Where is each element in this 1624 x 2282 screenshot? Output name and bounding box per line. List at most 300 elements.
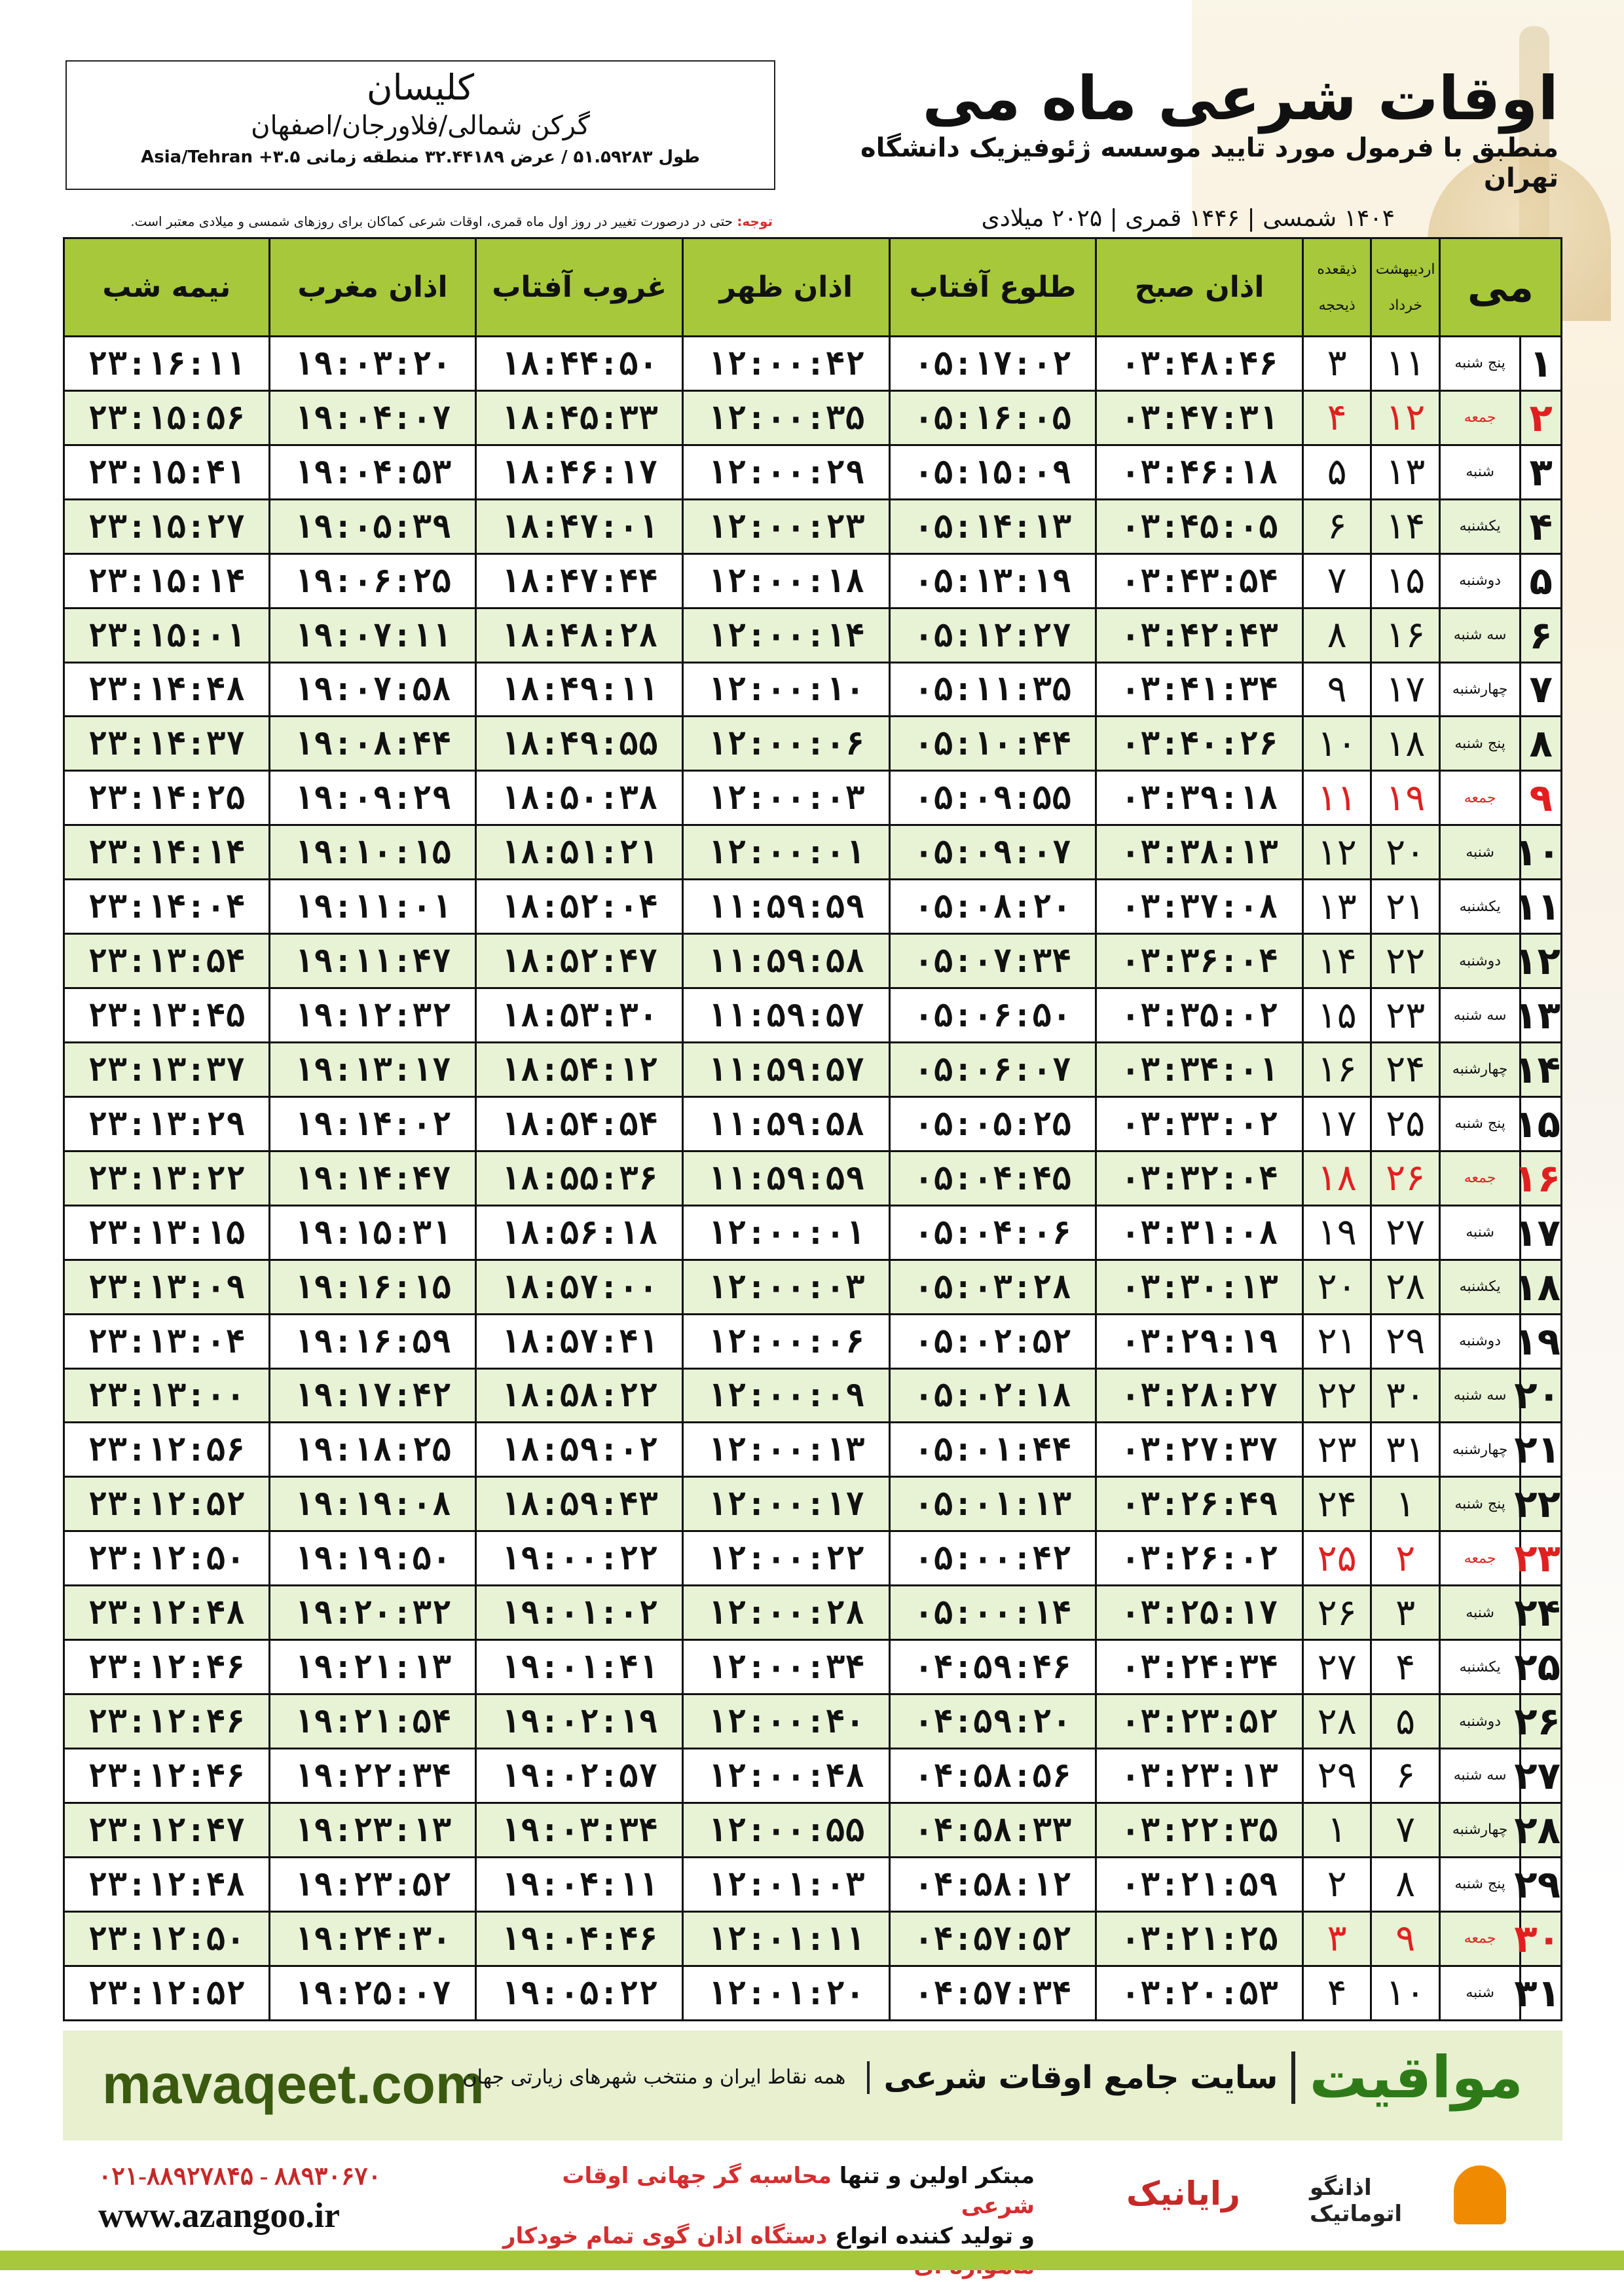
cell-sunrise: ۰۵:۰۲:۱۸ [889, 1368, 1096, 1423]
cell-hijri-day: ۱۱ [1302, 771, 1371, 825]
desc-line2-a: و تولید کننده انواع [827, 2222, 1035, 2249]
cell-shamsi-day: ۲ [1371, 1531, 1440, 1586]
cell-sunrise: ۰۵:۰۸:۲۰ [889, 880, 1096, 934]
table-row [64, 337, 1562, 391]
cell-fajr: ۰۳:۲۳:۵۲ [1096, 1694, 1303, 1749]
table-row [64, 880, 1562, 934]
cell-sunset: ۱۸:۵۶:۱۸ [476, 1205, 683, 1260]
cell-dhuhr: ۱۱:۵۹:۵۸ [682, 934, 889, 988]
table-row [64, 1423, 1562, 1477]
cell-hijri-day: ۲۴ [1302, 1477, 1371, 1531]
cell-fajr: ۰۳:۴۸:۴۶ [1096, 337, 1303, 391]
cell-midnight: ۲۳:۱۳:۴۵ [64, 988, 270, 1043]
cell-maghrib: ۱۹:۲۴:۳۰ [269, 1911, 476, 1966]
cell-maghrib: ۱۹:۰۴:۵۳ [269, 445, 476, 499]
table-row [64, 1966, 1562, 2020]
cell-day: ۱۹ [1521, 1314, 1562, 1368]
cell-midnight: ۲۳:۱۳:۳۷ [64, 1042, 270, 1096]
cell-midnight: ۲۳:۱۲:۵۰ [64, 1911, 270, 1966]
cell-weekday: جمعه [1439, 1531, 1520, 1586]
desc-line2-b: دستگاه اذان گوی تمام خودکار [502, 2222, 828, 2249]
cell-midnight: ۲۳:۱۴:۰۴ [64, 880, 270, 934]
cell-maghrib: ۱۹:۰۷:۵۸ [269, 662, 476, 717]
cell-hijri-day: ۵ [1302, 445, 1371, 499]
cell-day: ۱۵ [1521, 1096, 1562, 1151]
cell-day: ۲۷ [1521, 1748, 1562, 1803]
cell-shamsi-day: ۳۱ [1371, 1423, 1440, 1477]
notice-text: حتی در درصورت تغییر در روز اول ماه قمری، اوقات شرعی کماکان برای روزهای شمسی و میلادی معتبر است. [130, 214, 733, 229]
cell-fajr: ۰۳:۳۵:۰۲ [1096, 988, 1303, 1043]
cell-sunrise: ۰۵:۰۶:۵۰ [889, 988, 1096, 1043]
cell-hijri-day: ۲۹ [1302, 1748, 1371, 1803]
header-sunset: غروب آفتاب [476, 238, 683, 337]
cell-midnight: ۲۳:۱۴:۱۴ [64, 825, 270, 880]
cell-shamsi-day: ۳۰ [1371, 1368, 1440, 1423]
table-row [64, 771, 1562, 825]
cell-hijri-day: ۱۵ [1302, 988, 1371, 1043]
cell-sunset: ۱۸:۴۹:۱۱ [476, 662, 683, 717]
footer-banner [63, 2030, 1562, 2141]
cell-fajr: ۰۳:۴۵:۰۵ [1096, 499, 1303, 553]
cell-dhuhr: ۱۲:۰۰:۰۶ [682, 717, 889, 771]
cell-midnight: ۲۳:۱۲:۴۸ [64, 1857, 270, 1911]
table-row [64, 1205, 1562, 1260]
cell-day: ۱۲ [1521, 934, 1562, 988]
cell-dhuhr: ۱۲:۰۰:۱۴ [682, 608, 889, 662]
cell-day: ۲۹ [1521, 1857, 1562, 1911]
prayer-times-table [63, 237, 1562, 2021]
cell-day: ۸ [1521, 717, 1562, 771]
cell-fajr: ۰۳:۲۲:۳۵ [1096, 1803, 1303, 1857]
cell-maghrib: ۱۹:۲۲:۳۴ [269, 1748, 476, 1803]
cell-maghrib: ۱۹:۱۸:۲۵ [269, 1423, 476, 1477]
brand-block [463, 2044, 1523, 2111]
site-url-link[interactable]: mavaqeet.com [102, 2053, 485, 2115]
cell-sunset: ۱۸:۵۹:۴۳ [476, 1477, 683, 1531]
cell-midnight: ۲۳:۱۳:۱۵ [64, 1205, 270, 1260]
cell-sunrise: ۰۵:۰۴:۰۶ [889, 1205, 1096, 1260]
cell-sunrise: ۰۵:۱۰:۴۴ [889, 717, 1096, 771]
cell-hijri-day: ۱۸ [1302, 1151, 1371, 1205]
cell-sunset: ۱۹:۰۲:۱۹ [476, 1694, 683, 1749]
cell-day: ۲ [1521, 390, 1562, 445]
table-row [64, 1368, 1562, 1423]
cell-sunset: ۱۹:۰۳:۳۴ [476, 1803, 683, 1857]
notice [65, 214, 773, 229]
cell-fajr: ۰۳:۴۶:۱۸ [1096, 445, 1303, 499]
cell-day: ۲۸ [1521, 1803, 1562, 1857]
header-sunrise: طلوع آفتاب [889, 238, 1096, 337]
cell-hijri-day: ۱ [1302, 1803, 1371, 1857]
cell-midnight: ۲۳:۱۳:۰۹ [64, 1260, 270, 1314]
cell-sunrise: ۰۵:۰۶:۰۷ [889, 1042, 1096, 1096]
cell-weekday: چهارشنبه [1439, 1803, 1520, 1857]
cell-shamsi-day: ۲۲ [1371, 934, 1440, 988]
cell-shamsi-day: ۲۴ [1371, 1042, 1440, 1096]
cell-fajr: ۰۳:۳۹:۱۸ [1096, 771, 1303, 825]
cell-day: ۴ [1521, 499, 1562, 553]
brand-separator-small [867, 2061, 870, 2094]
cell-shamsi-day: ۴ [1371, 1640, 1440, 1694]
cell-weekday: پنج شنبه [1439, 1857, 1520, 1911]
cell-hijri-day: ۱۹ [1302, 1205, 1371, 1260]
cell-sunset: ۱۸:۵۵:۳۶ [476, 1151, 683, 1205]
cell-sunrise: ۰۵:۰۱:۴۴ [889, 1423, 1096, 1477]
cell-shamsi-day: ۲۹ [1371, 1314, 1440, 1368]
cell-sunset: ۱۸:۴۶:۱۷ [476, 445, 683, 499]
cell-shamsi-day: ۷ [1371, 1803, 1440, 1857]
cell-weekday: چهارشنبه [1439, 1423, 1520, 1477]
cell-day: ۲۰ [1521, 1368, 1562, 1423]
cell-hijri-day: ۱۳ [1302, 880, 1371, 934]
cell-midnight: ۲۳:۱۲:۵۲ [64, 1477, 270, 1531]
cell-hijri-day: ۷ [1302, 553, 1371, 608]
cell-fajr: ۰۳:۲۹:۱۹ [1096, 1314, 1303, 1368]
cell-hijri-day: ۸ [1302, 608, 1371, 662]
brand-separator [1291, 2051, 1295, 2104]
azangoo-logo [1310, 2165, 1506, 2231]
cell-sunset: ۱۸:۴۷:۴۴ [476, 553, 683, 608]
cell-sunset: ۱۹:۰۲:۵۷ [476, 1748, 683, 1803]
cell-day: ۱۸ [1521, 1260, 1562, 1314]
cell-fajr: ۰۳:۳۷:۰۸ [1096, 880, 1303, 934]
cell-day: ۵ [1521, 553, 1562, 608]
cell-maghrib: ۱۹:۱۹:۵۰ [269, 1531, 476, 1586]
cell-dhuhr: ۱۲:۰۰:۳۴ [682, 1640, 889, 1694]
bottom-bar [0, 2251, 1624, 2270]
cell-fajr: ۰۳:۳۰:۱۳ [1096, 1260, 1303, 1314]
cell-hijri-day: ۲۷ [1302, 1640, 1371, 1694]
cell-sunrise: ۰۵:۱۱:۳۵ [889, 662, 1096, 717]
table-row [64, 717, 1562, 771]
cell-shamsi-day: ۱۰ [1371, 1966, 1440, 2020]
table-row [64, 553, 1562, 608]
cell-midnight: ۲۳:۱۴:۴۸ [64, 662, 270, 717]
cell-midnight: ۲۳:۱۲:۵۲ [64, 1966, 270, 2020]
cell-maghrib: ۱۹:۲۵:۰۷ [269, 1966, 476, 2020]
cell-maghrib: ۱۹:۱۷:۴۲ [269, 1368, 476, 1423]
page-subtitle: منطبق با فرمول مورد تایید موسسه ژئوفیزیک دانشگاه تهران [860, 133, 1559, 194]
cell-midnight: ۲۳:۱۲:۵۰ [64, 1531, 270, 1586]
cell-sunset: ۱۸:۴۵:۳۳ [476, 390, 683, 445]
cell-dhuhr: ۱۱:۵۹:۵۸ [682, 1096, 889, 1151]
cell-maghrib: ۱۹:۰۷:۱۱ [269, 608, 476, 662]
cell-hijri-day: ۱۶ [1302, 1042, 1371, 1096]
cell-shamsi-day: ۸ [1371, 1857, 1440, 1911]
table-row [64, 1477, 1562, 1531]
city-alt-names: گرکن شمالی/فلاورجان/اصفهان [251, 111, 590, 141]
cell-fajr: ۰۳:۳۴:۰۱ [1096, 1042, 1303, 1096]
cell-sunrise: ۰۵:۰۰:۴۲ [889, 1531, 1096, 1586]
cell-hijri-day: ۲ [1302, 1857, 1371, 1911]
cell-dhuhr: ۱۱:۵۹:۵۷ [682, 1042, 889, 1096]
cell-hijri-day: ۱۲ [1302, 825, 1371, 880]
cell-day: ۲۵ [1521, 1640, 1562, 1694]
cell-weekday: جمعه [1439, 390, 1520, 445]
cell-sunset: ۱۸:۵۴:۵۴ [476, 1096, 683, 1151]
cell-sunset: ۱۹:۰۱:۴۱ [476, 1640, 683, 1694]
cell-sunset: ۱۸:۵۳:۳۰ [476, 988, 683, 1043]
cell-dhuhr: ۱۲:۰۱:۰۳ [682, 1857, 889, 1911]
cell-dhuhr: ۱۲:۰۰:۴۲ [682, 337, 889, 391]
cell-maghrib: ۱۹:۱۶:۵۹ [269, 1314, 476, 1368]
cell-weekday: پنج شنبه [1439, 1477, 1520, 1531]
cell-sunset: ۱۸:۵۲:۴۷ [476, 934, 683, 988]
brand-name: مواقیت [1309, 2044, 1523, 2111]
cell-weekday: پنج شنبه [1439, 337, 1520, 391]
cell-shamsi-day: ۱۹ [1371, 771, 1440, 825]
cell-dhuhr: ۱۲:۰۰:۱۷ [682, 1477, 889, 1531]
header-hijri [1302, 238, 1371, 337]
table-row [64, 1314, 1562, 1368]
cell-hijri-day: ۴ [1302, 1966, 1371, 2020]
cell-dhuhr: ۱۲:۰۰:۰۶ [682, 1314, 889, 1368]
table-row [64, 445, 1562, 499]
table-row [64, 499, 1562, 553]
table-row [64, 608, 1562, 662]
cell-fajr: ۰۳:۲۵:۱۷ [1096, 1586, 1303, 1640]
cell-fajr: ۰۳:۴۱:۳۴ [1096, 662, 1303, 717]
cell-midnight: ۲۳:۱۲:۴۸ [64, 1586, 270, 1640]
cell-fajr: ۰۳:۲۶:۰۲ [1096, 1531, 1303, 1586]
table-row [64, 1586, 1562, 1640]
cell-dhuhr: ۱۲:۰۰:۱۸ [682, 553, 889, 608]
cell-dhuhr: ۱۱:۵۹:۵۷ [682, 988, 889, 1043]
cell-weekday: سه شنبه [1439, 608, 1520, 662]
cell-day: ۱۶ [1521, 1151, 1562, 1205]
cell-weekday: شنبه [1439, 1586, 1520, 1640]
cell-dhuhr: ۱۲:۰۰:۱۳ [682, 1423, 889, 1477]
cell-weekday: شنبه [1439, 1205, 1520, 1260]
cell-fajr: ۰۳:۳۸:۱۳ [1096, 825, 1303, 880]
header-shamsi-bottom: خرداد [1388, 297, 1422, 314]
cell-sunset: ۱۸:۴۷:۰۱ [476, 499, 683, 553]
cell-shamsi-day: ۱۳ [1371, 445, 1440, 499]
cell-midnight: ۲۳:۱۳:۵۴ [64, 934, 270, 988]
cell-weekday: سه شنبه [1439, 1368, 1520, 1423]
cell-hijri-day: ۲۵ [1302, 1531, 1371, 1586]
cell-sunrise: ۰۵:۰۹:۰۷ [889, 825, 1096, 880]
table-row [64, 390, 1562, 445]
cell-hijri-day: ۳ [1302, 337, 1371, 391]
cell-midnight: ۲۳:۱۲:۵۶ [64, 1423, 270, 1477]
cell-hijri-day: ۲۲ [1302, 1368, 1371, 1423]
cell-sunrise: ۰۵:۱۲:۲۷ [889, 608, 1096, 662]
header-shamsi [1371, 238, 1440, 337]
cell-shamsi-day: ۲۷ [1371, 1205, 1440, 1260]
cell-fajr: ۰۳:۴۳:۵۴ [1096, 553, 1303, 608]
cell-hijri-day: ۶ [1302, 499, 1371, 553]
cell-maghrib: ۱۹:۲۱:۵۴ [269, 1694, 476, 1749]
cell-sunset: ۱۸:۵۷:۴۱ [476, 1314, 683, 1368]
table-row [64, 1531, 1562, 1586]
header-maghrib: اذان مغرب [269, 238, 476, 337]
cell-day: ۲۴ [1521, 1586, 1562, 1640]
cell-dhuhr: ۱۲:۰۰:۴۸ [682, 1748, 889, 1803]
cell-weekday: پنج شنبه [1439, 1096, 1520, 1151]
table-row [64, 988, 1562, 1043]
logos [1113, 2161, 1506, 2234]
cell-maghrib: ۱۹:۱۹:۰۸ [269, 1477, 476, 1531]
cell-maghrib: ۱۹:۰۳:۲۰ [269, 337, 476, 391]
cell-weekday: شنبه [1439, 825, 1520, 880]
cell-sunrise: ۰۵:۱۴:۱۳ [889, 499, 1096, 553]
cell-day: ۳ [1521, 445, 1562, 499]
cell-weekday: جمعه [1439, 771, 1520, 825]
cell-hijri-day: ۱۴ [1302, 934, 1371, 988]
cell-shamsi-day: ۱۱ [1371, 337, 1440, 391]
cell-sunset: ۱۸:۴۴:۵۰ [476, 337, 683, 391]
table-row [64, 1748, 1562, 1803]
cell-weekday: پنج شنبه [1439, 717, 1520, 771]
cell-dhuhr: ۱۲:۰۰:۲۲ [682, 1531, 889, 1586]
header-hijri-top: ذیقعده [1317, 261, 1357, 278]
cell-sunrise: ۰۵:۰۰:۱۴ [889, 1586, 1096, 1640]
table-row [64, 825, 1562, 880]
cell-day: ۱ [1521, 337, 1562, 391]
rayanik-logo: رایانیک [1126, 2175, 1240, 2213]
cell-shamsi-day: ۱۲ [1371, 390, 1440, 445]
cell-dhuhr: ۱۲:۰۰:۰۳ [682, 771, 889, 825]
cell-dhuhr: ۱۲:۰۰:۱۰ [682, 662, 889, 717]
cell-hijri-day: ۱۰ [1302, 717, 1371, 771]
cell-fajr: ۰۳:۴۷:۳۱ [1096, 390, 1303, 445]
cell-day: ۱۴ [1521, 1042, 1562, 1096]
cell-hijri-day: ۹ [1302, 662, 1371, 717]
cell-sunrise: ۰۵:۰۵:۲۵ [889, 1096, 1096, 1151]
cell-midnight: ۲۳:۱۲:۴۶ [64, 1694, 270, 1749]
cell-weekday: دوشنبه [1439, 1694, 1520, 1749]
cell-sunrise: ۰۴:۵۸:۱۲ [889, 1857, 1096, 1911]
cell-shamsi-day: ۲۵ [1371, 1096, 1440, 1151]
cell-sunset: ۱۹:۰۰:۲۲ [476, 1531, 683, 1586]
cell-sunset: ۱۹:۰۴:۱۱ [476, 1857, 683, 1911]
cell-fajr: ۰۳:۲۰:۵۳ [1096, 1966, 1303, 2020]
cell-sunrise: ۰۵:۰۴:۴۵ [889, 1151, 1096, 1205]
cell-shamsi-day: ۱۵ [1371, 553, 1440, 608]
cell-sunrise: ۰۴:۵۷:۳۴ [889, 1966, 1096, 2020]
cell-fajr: ۰۳:۴۲:۴۳ [1096, 608, 1303, 662]
cell-shamsi-day: ۶ [1371, 1748, 1440, 1803]
cell-midnight: ۲۳:۱۲:۴۷ [64, 1803, 270, 1857]
cell-maghrib: ۱۹:۱۵:۳۱ [269, 1205, 476, 1260]
cell-day: ۷ [1521, 662, 1562, 717]
cell-shamsi-day: ۱۶ [1371, 608, 1440, 662]
cell-midnight: ۲۳:۱۶:۱۱ [64, 337, 270, 391]
cell-sunrise: ۰۵:۱۳:۱۹ [889, 553, 1096, 608]
cell-weekday: یکشنبه [1439, 1640, 1520, 1694]
cell-day: ۱۰ [1521, 825, 1562, 880]
cell-fajr: ۰۳:۲۷:۳۷ [1096, 1423, 1303, 1477]
cell-shamsi-day: ۲۸ [1371, 1260, 1440, 1314]
cell-weekday: چهارشنبه [1439, 662, 1520, 717]
cell-maghrib: ۱۹:۱۱:۴۷ [269, 934, 476, 988]
cell-sunrise: ۰۴:۵۹:۴۶ [889, 1640, 1096, 1694]
cell-weekday: یکشنبه [1439, 1260, 1520, 1314]
cell-maghrib: ۱۹:۰۴:۰۷ [269, 390, 476, 445]
cell-day: ۶ [1521, 608, 1562, 662]
cell-weekday: دوشنبه [1439, 934, 1520, 988]
city-coordinates: طول ۵۱.۵۹۲۸۳ / عرض ۳۲.۴۴۱۸۹ منطقه زمانی ۳.۵+ Asia/Tehran [141, 147, 700, 167]
website-link[interactable]: www.azangoo.ir [98, 2196, 340, 2235]
cell-dhuhr: ۱۲:۰۱:۱۱ [682, 1911, 889, 1966]
cell-sunrise: ۰۵:۱۵:۰۹ [889, 445, 1096, 499]
cell-sunrise: ۰۵:۰۱:۱۳ [889, 1477, 1096, 1531]
cell-sunrise: ۰۵:۰۳:۲۸ [889, 1260, 1096, 1314]
cell-sunset: ۱۸:۵۰:۳۸ [476, 771, 683, 825]
cell-dhuhr: ۱۱:۵۹:۵۹ [682, 880, 889, 934]
table-row [64, 1911, 1562, 1966]
cell-dhuhr: ۱۲:۰۰:۰۱ [682, 825, 889, 880]
cell-maghrib: ۱۹:۲۳:۱۳ [269, 1803, 476, 1857]
cell-fajr: ۰۳:۲۸:۲۷ [1096, 1368, 1303, 1423]
cell-dhuhr: ۱۱:۵۹:۵۹ [682, 1151, 889, 1205]
header-dhuhr: اذان ظهر [682, 238, 889, 337]
cell-sunset: ۱۸:۴۸:۲۸ [476, 608, 683, 662]
cell-midnight: ۲۳:۱۵:۰۱ [64, 608, 270, 662]
cell-sunrise: ۰۴:۵۸:۵۶ [889, 1748, 1096, 1803]
cell-weekday: یکشنبه [1439, 880, 1520, 934]
cell-weekday: دوشنبه [1439, 553, 1520, 608]
cell-sunset: ۱۹:۰۵:۲۲ [476, 1966, 683, 2020]
table-row [64, 1803, 1562, 1857]
brand-subtext: همه نقاط ایران و منتخب شهرهای زیارتی جهان [462, 2066, 846, 2089]
table-row [64, 1857, 1562, 1911]
cell-dhuhr: ۱۲:۰۰:۳۵ [682, 390, 889, 445]
table-row [64, 1096, 1562, 1151]
cell-dhuhr: ۱۲:۰۰:۵۵ [682, 1803, 889, 1857]
cell-fajr: ۰۳:۲۶:۴۹ [1096, 1477, 1303, 1531]
header-fajr: اذان صبح [1096, 238, 1303, 337]
cell-hijri-day: ۲۱ [1302, 1314, 1371, 1368]
table-row [64, 934, 1562, 988]
cell-maghrib: ۱۹:۰۹:۲۹ [269, 771, 476, 825]
cell-weekday: شنبه [1439, 445, 1520, 499]
cell-weekday: یکشنبه [1439, 499, 1520, 553]
table-row [64, 1042, 1562, 1096]
cell-fajr: ۰۳:۳۶:۰۴ [1096, 934, 1303, 988]
cell-midnight: ۲۳:۱۳:۰۴ [64, 1314, 270, 1368]
header-shamsi-top: اردیبهشت [1375, 261, 1435, 278]
cell-sunrise: ۰۴:۵۷:۵۲ [889, 1911, 1096, 1966]
cell-day: ۱۷ [1521, 1205, 1562, 1260]
cell-fajr: ۰۳:۲۱:۲۵ [1096, 1911, 1303, 1966]
cell-weekday: جمعه [1439, 1151, 1520, 1205]
cell-midnight: ۲۳:۱۵:۴۱ [64, 445, 270, 499]
brand-tagline: سایت جامع اوقات شرعی [883, 2059, 1278, 2096]
cell-hijri-day: ۲۶ [1302, 1586, 1371, 1640]
cell-sunrise: ۰۵:۰۲:۵۲ [889, 1314, 1096, 1368]
cell-dhuhr: ۱۲:۰۰:۰۳ [682, 1260, 889, 1314]
cell-dhuhr: ۱۲:۰۰:۲۳ [682, 499, 889, 553]
cell-shamsi-day: ۱۸ [1371, 717, 1440, 771]
header-midnight: نیمه شب [64, 238, 270, 337]
cell-shamsi-day: ۲۶ [1371, 1151, 1440, 1205]
cell-day: ۳۱ [1521, 1966, 1562, 2020]
cell-midnight: ۲۳:۱۴:۲۵ [64, 771, 270, 825]
cell-maghrib: ۱۹:۰۸:۴۴ [269, 717, 476, 771]
cell-day: ۲۳ [1521, 1531, 1562, 1586]
cell-sunrise: ۰۴:۵۸:۳۳ [889, 1803, 1096, 1857]
cell-maghrib: ۱۹:۲۰:۳۲ [269, 1586, 476, 1640]
cell-maghrib: ۱۹:۱۲:۳۲ [269, 988, 476, 1043]
desc-line1-a: مبتکر اولین و تنها [831, 2163, 1035, 2189]
phone-numbers: ۰۲۱-۸۸۹۲۷۸۴۵ - ۸۸۹۳۰۶۷۰ [98, 2163, 382, 2190]
cell-day: ۲۱ [1521, 1423, 1562, 1477]
cell-hijri-day: ۲۰ [1302, 1260, 1371, 1314]
cell-maghrib: ۱۹:۰۵:۳۹ [269, 499, 476, 553]
cell-sunset: ۱۹:۰۴:۴۶ [476, 1911, 683, 1966]
